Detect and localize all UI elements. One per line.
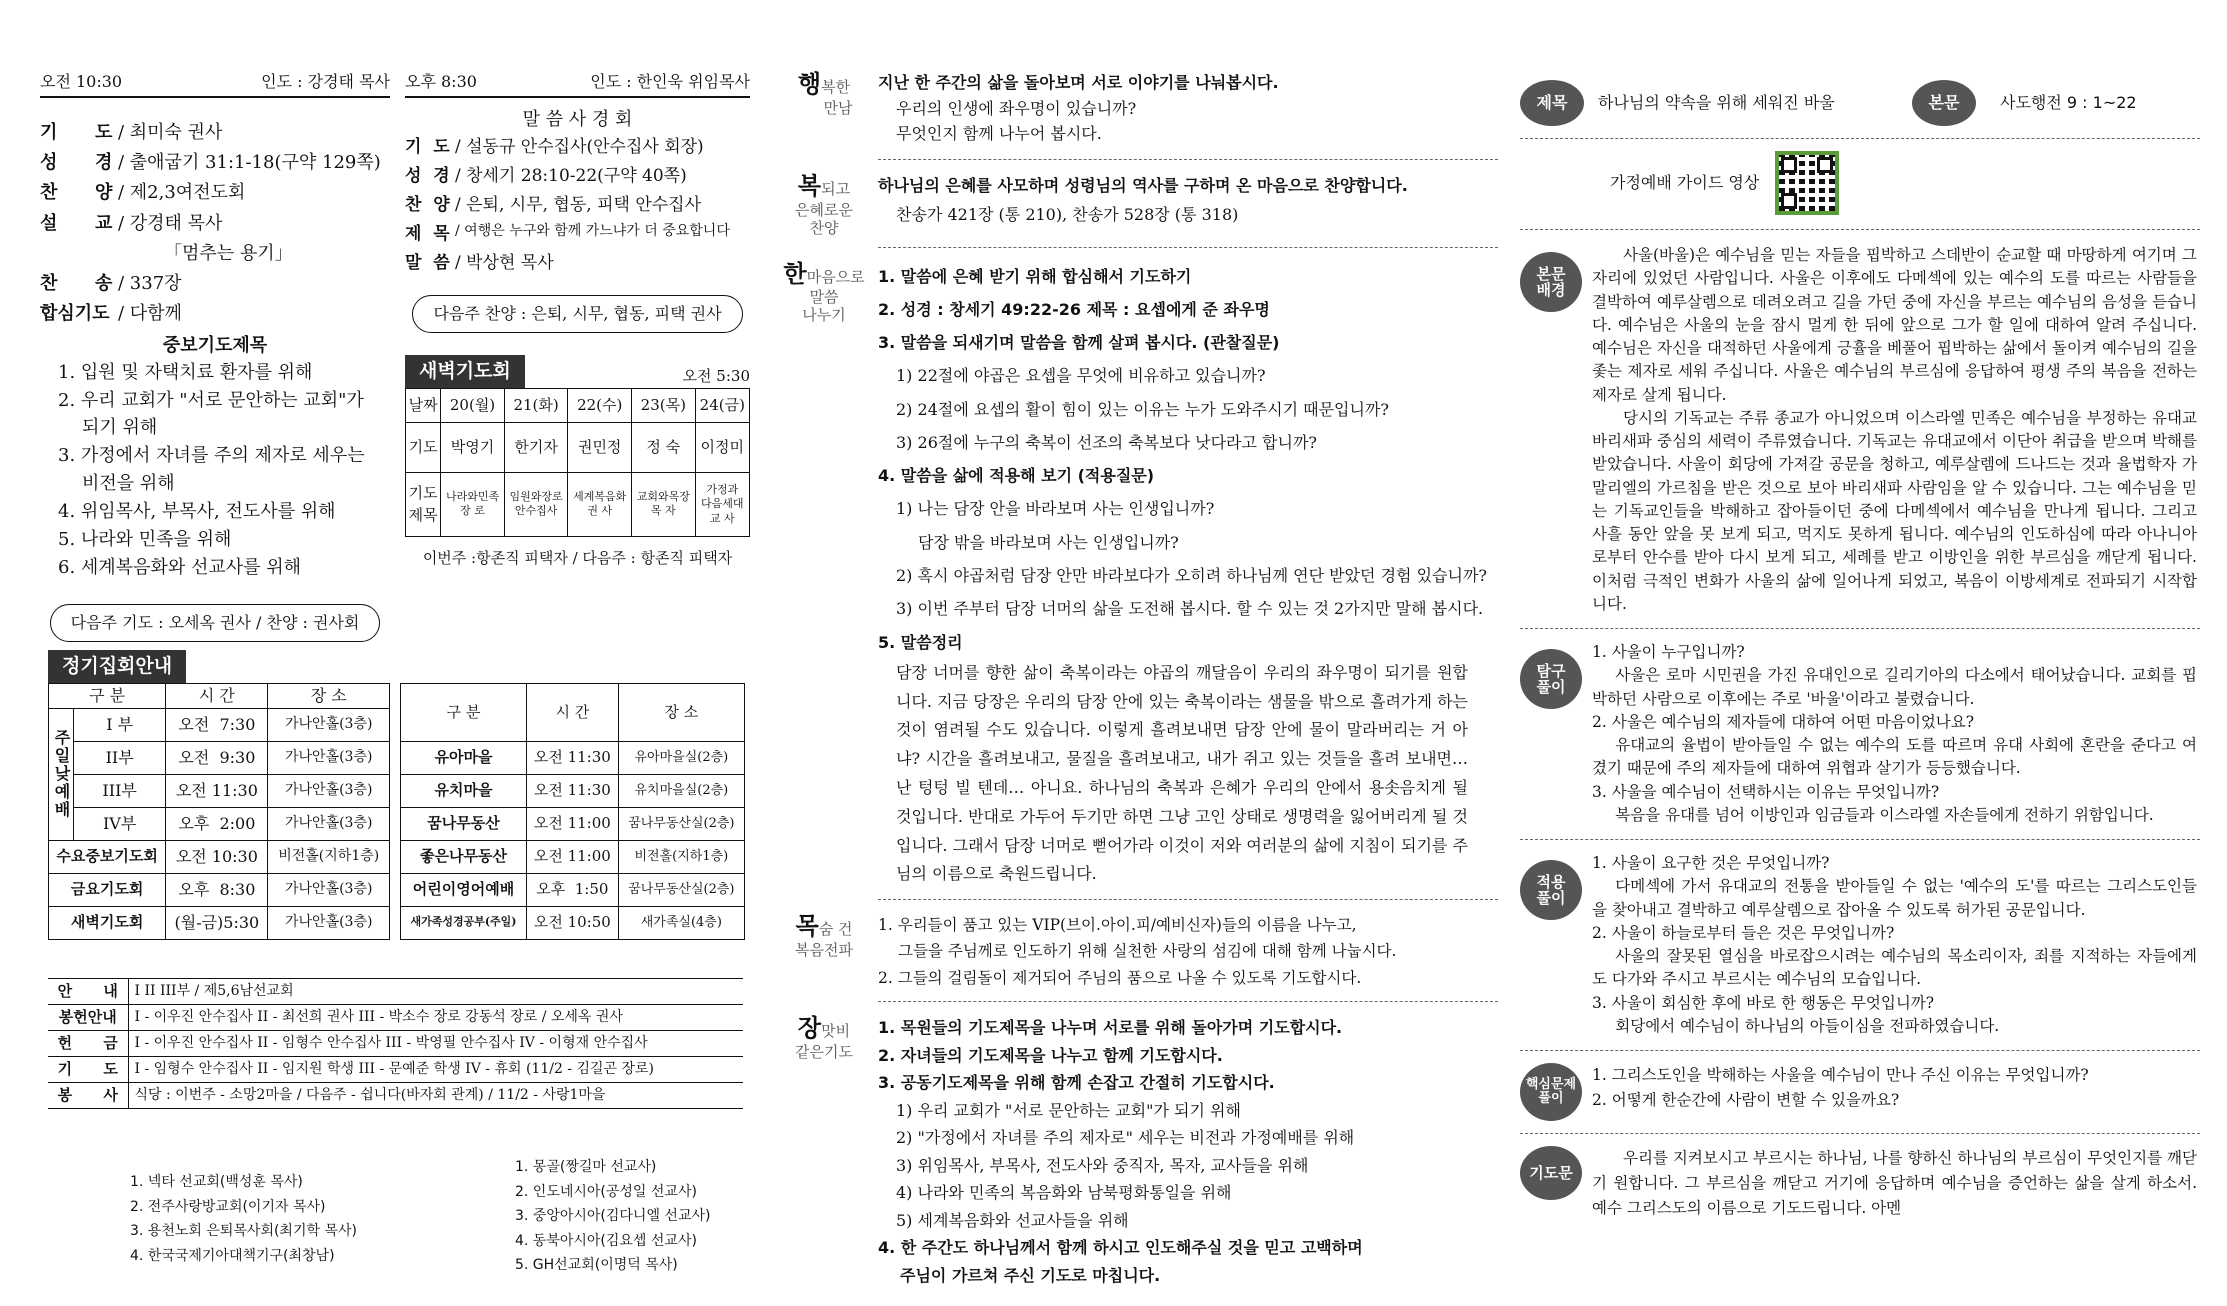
core-lines [1592,1063,2197,1121]
prayer-line: 1) 우리 교회가 "서로 문안하는 교회"가 되기 위해 [896,1100,1241,1120]
prayer-line: 4) 나라와 민족의 복음화와 남북평화통일을 위해 [896,1183,1232,1203]
qa-line: 사울은 로마 시민권을 가진 유대인으로 길리기아의 다소에서 태어났습니다. 교회를 핍박하던 사람으로 이후에는 주로 '바울'이라고 불렸습니다. [1592,666,2197,708]
meet-cell: 오후 1:50 [526,873,618,906]
background-tag: 본문 배경 [1520,252,1582,312]
closing-prayer-section [1520,1146,2200,1220]
prayer-item: 5. 나라와 민족을 위해 [58,528,232,550]
apply-tag: 적용 풀이 [1520,860,1582,920]
dawn-cell: 교회와목장 목 자 [632,472,696,536]
qa-line: 사울의 잘못된 열심을 바로잡으시려는 예수님의 목소리이자, 죄를 지적하는 자들에게도 다가와 주시고 부르시는 예수님의 모습입니다. [1592,947,2197,989]
order-row [40,178,390,208]
order-label: 설 교 [40,212,113,234]
meet-header-row [401,683,745,741]
word-item: 담장 밖을 바라보며 사는 인생입니까? [918,532,1179,552]
series-label: 성 경 [405,165,450,186]
praise-title: 하나님의 은혜를 사모하며 성령님의 역사를 구하며 온 마음으로 찬양합니다. [878,175,1408,195]
meet-cell: II부 [74,741,166,774]
word-item: 1) 22절에 야곱은 요셉을 무엇에 비유하고 있습니까? [896,366,1266,386]
prayer-label: 장맛비 같은기도 [795,1014,853,1061]
meet-row [401,873,745,906]
service-time: 오후 8:30 [405,72,477,91]
prayer-line: 1. 목원들의 기도제목을 나누며 서로를 위해 돌아가며 기도합시다. [878,1018,1343,1038]
duty-value: I - 임형수 안수집사 II - 임지원 학생 III - 문예준 학생 IV - 휴회 (11/2 - 김길곤 장로) [128,1057,743,1083]
service-leader: 인도 : 강경태 목사 [261,72,390,91]
prayer-item: 4. 위임목사, 부목사, 전도사를 위해 [58,501,336,523]
dawn-header-row [406,388,750,422]
order-label: 찬 양 [40,182,113,204]
series-row [405,249,750,278]
title-tag: 제목 [1520,80,1584,126]
meet-header-cell: 장 소 [268,683,390,708]
guide-label: 가정예배 가이드 영상 [1610,173,1760,192]
duty-row [48,1083,743,1109]
meet-cell: 오전 10:50 [526,906,618,939]
apply-section [1520,852,2200,1038]
prayer-line: 3) 위임목사, 부목사, 전도사와 중직자, 목자, 교사들을 위해 [896,1155,1309,1175]
duty-label: 봉헌안내 [48,1005,128,1031]
word-item: 2) 혹시 야곱처럼 담장 안만 바라보다가 오히려 하나님께 연단 받았던 경험 있습니까? [896,565,1487,585]
dawn-header-cell: 23(목) [632,388,696,422]
series-label: 찬 양 [405,194,450,215]
meet-header-cell: 시 간 [166,683,268,708]
background-text: 사울(바울)은 예수님을 믿는 자들을 핍박하고 스데반이 순교할 때 마땅하게 여기며 그 자리에 있었던 사람입니다. 사울은 이후에도 다메섹에 있는 예수의 도를 따르는 사람들을 결박하여 예루살렘으로 데려오려고 길을 가던 중에 자신을 부르는 예수님의 음성을 듣습니다. 예수님은 사울의 눈을 잠시 멀게 한 뒤에 앞으로 그가 할 일에 대하여 알려 주십니다. 예수님은 자신을 대적하던 사울에게 긍휼을 베풀어 핍박하는 삶에서 돌이켜 예수님의 길을 좇는 제자로 세워 주십니다. 사울은 예수님의 부르심에 응답하여 평생 주의 복음을 전하는 제자로 살게 됩니다. [1592,246,2197,404]
dawn-cell: 임원와장로 안수집사 [504,472,568,536]
mission-item: 1. 몽골(짱길마 선교사) [515,1159,657,1175]
dawn-cell: 나라와민족 장 로 [441,472,505,536]
text-tag: 본문 [1912,80,1976,126]
order-value: / 337장 [118,273,182,295]
order-row [40,148,390,178]
dawn-cell: 정 숙 [632,422,696,472]
qr-code-icon[interactable] [1775,151,1839,215]
core-tag: 핵심문제 풀이 [1520,1063,1582,1121]
qa-line: 회당에서 예수님이 하나님의 아들이심을 전파하였습니다. [1615,1016,2000,1035]
meet-cell: 가나안홀(3층) [268,741,390,774]
meet-cell: 꿈나무동산실(2층) [618,873,744,906]
evening-service-header [405,70,750,98]
apply-lines [1592,852,2197,1038]
meet-cell: 좋은나무동산 [401,840,527,873]
order-value: / 제2,3여전도회 [118,182,246,204]
qa-line: 1. 사울이 누구입니까? [1592,643,1745,661]
prayer-item: 3. 가정에서 자녀를 주의 제자로 세우는 [58,445,365,467]
meet-cell: 가나안홀(3층) [268,708,390,741]
praise-label: 복되고 은혜로운 찬양 [795,171,853,237]
meet-header-cell: 구 분 [401,683,527,741]
series-value: / 여행은 누구와 함께 가느냐가 더 중요합니다 [455,222,730,239]
word-summary: 담장 너머를 향한 삶이 축복이라는 야곱의 깨달음이 우리의 좌우명이 되기를 원합니다. 지금 당장은 우리의 담장 안에 있는 축복이라는 샘물을 밖으로 흘려가게 하는 것이 염려될 수도 있습니다. 이렇게 흘려보내면 담장 안에 물이 말라버리는 거 아냐? 시간을 흘려보내고, 물질을 흘려보내고, 내가 쥐고 있는 것들을 흘려 보내면… 난 텅텅 빌 텐데… 아니요. 하나님의 축복과 은혜가 우리의 안에서 용솟음치게 될 것입니다. 반대로 가두어 두기만 하면 그냥 고인 상태로 생명력을 잃어버리게 될 것입니다. 그래서 담장 너머로 뻗어가라 이것이 저와 여러분의 삶에 지침이 되기를 주님의 이름으로 축원드립니다. [896,662,1468,884]
dawn-title: 새벽기도회 [405,355,525,388]
missions-left [130,1170,357,1268]
meet-header-cell: 시 간 [526,683,618,741]
praise-section [778,172,1498,237]
meetings-section [48,650,748,940]
qa-line: 유대교의 율법이 받아들일 수 없는 예수의 도를 따르며 유대 사회에 혼란을 준다고 여겼기 때문에 주의 제자들에 대하여 위협과 살기가 등등했습니다. [1592,736,2197,778]
series-row [405,133,750,162]
meet-cell: 오전 10:30 [166,840,268,873]
meet-cell: 꿈나무동산 [401,807,527,840]
meet-cell: 오전 11:30 [166,774,268,807]
explore-lines [1592,641,2197,827]
mission-item: 2. 인도네시아(공성일 선교사) [515,1183,697,1200]
meet-row [49,873,390,906]
core-section [1520,1063,2200,1121]
explore-tag: 탐구 풀이 [1520,649,1582,709]
meet-cell: 어린이영어예배 [401,873,527,906]
mission-item: 3. 용천노회 은퇴목사회(최기학 목사) [130,1223,357,1239]
series-row [405,220,750,249]
meet-cell: 가나안홀(3층) [268,873,390,906]
sunday-label: 주일낮예배 [49,708,74,840]
closing-prayer: 우리를 지켜보시고 부르시는 하나님, 나를 향하신 하나님의 부르심이 무엇인지를 깨닫기 원합니다. 그 부르심을 깨닫고 거기에 응답하며 예수님을 증언하는 삶을 살게 하소서. 예수 그리스도의 이름으로 기도드립니다. 아멘 [1592,1149,2197,1217]
prayer-section [778,1014,1498,1289]
column-4 [1520,80,2200,1220]
praise-line: 찬송가 421장 (통 210), 찬송가 528장 (통 318) [896,204,1239,224]
qa-line: 3. 사울을 예수님이 선택하시는 이유는 무엇입니까? [1592,782,1940,801]
word-section [778,260,1498,890]
prayer-line: 4. 한 주간도 하나님께서 함께 하시고 인도해주실 것을 믿고 고백하며 [878,1238,1363,1258]
mission-item: 3. 중앙아시아(김다니엘 선교사) [515,1208,711,1224]
dawn-header-cell: 22(수) [568,388,632,422]
prayer-line: 주님이 가르쳐 주신 기도로 마칩니다. [900,1265,1161,1285]
mission-line: 2. 그들의 걸림돌이 제거되어 주님의 품으로 나올 수 있도록 기도합시다. [878,968,1362,987]
explore-section [1520,641,2200,827]
dawn-cell: 박영기 [441,422,505,472]
order-value: / 다함께 [118,303,182,325]
duty-label: 봉 사 [48,1083,128,1109]
meet-cell: 오후 8:30 [166,873,268,906]
meet-row [401,807,745,840]
order-row [40,239,390,269]
dawn-cell: 기도 [406,422,441,472]
meet-cell: IV부 [74,807,166,840]
meet-cell: 오후 2:00 [166,807,268,840]
series-label: 제 목 [405,223,450,244]
column-3 [778,70,1498,1289]
happy-title: 지난 한 주간의 삶을 돌아보며 서로 이야기를 나눠봅시다. [878,73,1279,92]
dawn-note: 이번주 :항존직 피택자 / 다음주 : 항존직 피택자 [422,548,733,567]
meetings-table-left [48,683,390,940]
mission-line: 그들을 주님께로 인도하기 위해 실천한 사랑의 섬김에 대해 함께 나눕시다. [898,942,1397,961]
series-label: 말 씀 [405,252,450,273]
qa-line: 복음을 유대를 넘어 이방인과 임금들과 이스라엘 자손들에게 전하기 위함입니다. [1615,805,2154,824]
word-item: 4. 말씀을 삶에 적용해 보기 (적용질문) [878,466,1155,486]
meet-cell: 비전홀(지하1층) [618,840,744,873]
word-items [878,260,1498,659]
meet-row [49,807,390,840]
series-label: 기 도 [405,137,450,157]
prayer-tag: 기도문 [1520,1146,1582,1200]
series-row [405,162,750,191]
qa-line: 3. 사울이 회심한 후에 바로 한 행동은 무엇입니까? [1592,993,1935,1012]
meetings-title: 정기집회안내 [48,650,186,683]
meet-header-row [49,683,390,708]
dawn-time: 오전 5:30 [682,367,750,386]
dawn-header-cell: 날짜 [406,388,441,422]
duty-row [48,1031,743,1057]
order-row [40,299,390,329]
meet-cell: (월-금)5:30 [166,906,268,939]
title-row [1520,80,2200,126]
sermon-series-title: 말 씀 사 경 회 [522,109,633,130]
meet-cell: 새가족성경공부(주일) [401,906,527,939]
meet-cell: 오전 11:00 [526,840,618,873]
series-row [405,191,750,220]
duty-label: 안 내 [48,979,128,1005]
meet-cell: 유아마을실(2층) [618,741,744,774]
meet-cell: 꿈나무동산실(2층) [618,807,744,840]
duty-row [48,1005,743,1031]
series-value: / 박상현 목사 [455,252,554,273]
mission-lines [878,912,1498,991]
order-row [40,269,390,299]
order-value: / 출애굽기 31:1-18(구약 129쪽) [118,152,381,174]
background-text-2: 당시의 기독교는 주류 종교가 아니었으며 이스라엘 민족은 예수님을 부정하는 유대교 바리새파 중심의 세력이 주류였습니다. 기독교는 유대교에서 이단아 취급을 받으며 박해를 받았습니다. 사울이 회당에 가져갈 공문을 청하고, 예루살렘에 드나드는 것과 율법학자 가말리엘의 가르침을 받은 것으로 보아 바리새파 사람임을 알 수 있습니다. 그는 예수님을 믿는 기독교인들을 박해하고 잡아들이던 중에 다메섹에서 예수님을 만나게 됩니다. 그리고 사흘 동안 앞을 못 보게 되고, 먹지도 못하게 됩니다. 예수님의 인도하심에 따라 아나니아로부터 안수를 받아 다시 보게 되고, 세례를 받고 이방인을 위한 부르심을 깨닫게 됩니다. 이처럼 극적인 변화가 사울의 삶에 일어나게 되었고, 복음이 이방세계로 전파되기 시작합니다. [1592,408,2197,613]
meet-cell: 오전 7:30 [166,708,268,741]
prayer-items [40,359,390,582]
word-item: 3) 이번 주부터 담장 너머의 삶을 도전해 봅시다. 할 수 있는 것 2가지만 말해 봅시다. [896,599,1484,619]
meet-row [401,774,745,807]
dawn-cell: 세계복음화 권 사 [568,472,632,536]
word-item: 2) 24절에 요셉의 활이 힘이 있는 이유는 누가 도와주시기 때문입니까? [896,399,1389,419]
mission-item: 1. 넥타 선교회(백성훈 목사) [130,1174,303,1190]
mission-label: 목숨 건 복음전파 [795,912,853,959]
mission-item: 2. 전주사랑방교회(이기자 목사) [130,1198,326,1215]
order-value: 「멈추는 용기」 [164,242,293,264]
meet-row [49,741,390,774]
qa-line: 2. 어떻게 한순간에 사람이 변할 수 있을까요? [1592,1090,1900,1109]
prayer-item: 되기 위해 [82,417,158,439]
word-label: 한마음으로 말씀 나누기 [783,259,865,325]
missions-right [515,1155,710,1278]
meet-cell: 새가족실(4층) [618,906,744,939]
service-time: 오전 10:30 [40,72,123,91]
order-label: 기 도 [40,122,113,143]
sermon-series-order [405,133,750,277]
word-item: 3) 26절에 누구의 축복이 선조의 축복보다 낫다라고 합니까? [896,432,1317,452]
dawn-cell: 권민정 [568,422,632,472]
duty-label: 헌 금 [48,1031,128,1057]
column-1 [40,70,390,642]
meet-cell: 오전 9:30 [166,741,268,774]
dawn-header-cell: 20(월) [441,388,505,422]
duty-row [48,979,743,1005]
meet-cell: 유치마을 [401,774,527,807]
meet-cell: 가나안홀(3층) [268,807,390,840]
meet-cell: 비전홀(지하1층) [268,840,390,873]
meet-row [49,708,390,741]
meet-cell: 오전 11:30 [526,774,618,807]
next-week-pill: 다음주 기도 : 오세옥 권사 / 찬양 : 권사회 [50,604,381,642]
duty-value: I - 이우진 안수집사 II - 임형수 안수집사 III - 박영필 안수집사 IV - 이형재 안수집사 [128,1031,743,1057]
duty-value: I II III부 / 제5,6남선교회 [128,979,743,1005]
duty-table [48,978,743,1109]
happy-line: 무엇인지 함께 나누어 봅시다. [896,124,1102,144]
worship-order [40,118,390,330]
dawn-table [405,388,750,537]
dawn-cell: 가정과 다음세대 교 사 [695,472,749,536]
service-leader: 인도 : 한인욱 위임목사 [590,72,750,91]
happy-label: 행복한 만남 [797,70,853,117]
dawn-row [406,472,750,536]
happy-line: 우리의 인생에 좌우명이 있습니까? [896,98,1137,118]
prayer-line: 5) 세계복음화와 선교사들을 위해 [896,1210,1129,1230]
prayer-line: 2. 자녀들의 기도제목을 나누고 함께 기도합시다. [878,1045,1223,1065]
prayer-item: 2. 우리 교회가 "서로 문안하는 교회"가 [58,389,364,411]
qa-line: 다메섹에 가서 유대교의 전통을 받아들일 수 없는 '예수의 도'를 따르는 그리스도인들을 찾아내고 결박하고 예루살렘으로 잡아올 수 있도록 허가된 공문입니다. [1592,877,2197,919]
qa-line: 2. 사울은 예수님의 제자들에 대하여 어떤 마음이었나요? [1592,712,1975,731]
meet-cell: 유아마을 [401,741,527,774]
series-value: / 창세기 28:10-22(구약 40쪽) [455,165,687,186]
dawn-cell: 한기자 [504,422,568,472]
meet-cell: 가나안홀(3층) [268,906,390,939]
order-row [40,209,390,239]
meet-row [49,906,390,939]
meet-cell: 유치마을실(2층) [618,774,744,807]
mission-item: 5. GH선교회(이명덕 목사) [515,1257,678,1273]
word-item: 2. 성경 : 창세기 49:22-26 제목 : 요셉에게 준 좌우명 [878,299,1270,319]
meet-header-cell: 장 소 [618,683,744,741]
order-label: 찬 송 [40,273,113,295]
column-2 [405,70,750,569]
order-value: / 강경태 목사 [118,212,223,234]
duty-label: 기 도 [48,1057,128,1083]
word-item: 5. 말씀정리 [878,632,963,652]
meet-cell: 가나안홀(3층) [268,774,390,807]
word-item: 3. 말씀을 되새기며 말씀을 함께 살펴 봅시다. (관찰질문) [878,333,1280,353]
happy-section [778,70,1498,147]
meet-row [49,774,390,807]
dawn-header-cell: 21(화) [504,388,568,422]
duty-value: I - 이우진 안수집사 II - 최선희 권사 III - 박소수 장로 강동석 장로 / 오세옥 권사 [128,1005,743,1031]
word-item: 1. 말씀에 은혜 받기 위해 합심해서 기도하기 [878,266,1192,286]
qa-line: 1. 사울이 요구한 것은 무엇입니까? [1592,854,1830,872]
order-label: 성 경 [40,152,113,174]
series-value: / 설동규 안수집사(안수집사 회장) [455,137,704,157]
word-item: 1) 나는 담장 안을 바라보며 사는 인생입니까? [896,499,1215,519]
qa-line: 1. 그리스도인을 박해하는 사울을 예수님이 만나 주신 이유는 무엇입니까? [1592,1066,2089,1084]
mission-item: 4. 동북아시아(김요셉 선교사) [515,1232,697,1249]
dawn-header-cell: 24(금) [695,388,749,422]
meet-row [401,741,745,774]
meet-cell: I 부 [74,708,166,741]
meetings-table-right [400,683,745,940]
meet-cell: 수요중보기도회 [49,840,166,873]
meet-row [401,906,745,939]
prayer-lines [878,1014,1498,1289]
meet-header-cell: 구 분 [49,683,166,708]
meet-row [49,840,390,873]
lesson-title: 하나님의 약속을 위해 세워진 바울 [1598,93,1835,112]
order-label: 합심기도 [40,303,110,325]
meet-cell: 새벽기도회 [49,906,166,939]
series-value: / 은퇴, 시무, 협동, 피택 안수집사 [455,194,702,215]
mission-section [778,912,1498,991]
prayer-item: 1. 입원 및 자택치료 환자를 위해 [58,361,313,383]
prayer-line: 3. 공동기도제목을 위해 함께 손잡고 간절히 기도합시다. [878,1073,1275,1093]
order-label [40,239,118,269]
mission-line: 1. 우리들이 품고 있는 VIP(브이.아이.피/예비신자)들의 이름을 나누고, [878,916,1357,935]
meet-cell: 금요기도회 [49,873,166,906]
prayer-line: 2) "가정에서 자녀를 주의 제자로" 세우는 비전과 가정예배를 위해 [896,1128,1355,1148]
meet-cell: 오전 11:30 [526,741,618,774]
mission-item: 4. 한국국제기아대책기구(최창남) [130,1247,335,1264]
guide-row [1520,151,2200,215]
prayer-item: 비전을 위해 [82,473,175,495]
background-section [1520,244,2200,616]
duty-value: 식당 : 이번주 - 소망2마을 / 다음주 - 쉽니다(바자회 관계) / 11/2 - 사랑1마을 [128,1083,743,1109]
morning-service-header [40,70,390,98]
meet-cell: III부 [74,774,166,807]
qa-line: 2. 사울이 하늘로부터 들은 것은 무엇입니까? [1592,923,1895,942]
scripture: 사도행전 9 : 1~22 [2000,93,2137,112]
next-praise-pill: 다음주 찬양 : 은퇴, 시무, 협동, 피택 권사 [412,295,742,333]
duty-row [48,1057,743,1083]
meet-cell: 오전 11:00 [526,807,618,840]
dawn-cell: 기도 제목 [406,472,441,536]
prayer-title: 중보기도제목 [162,334,268,356]
dawn-row [406,422,750,472]
meet-row [401,840,745,873]
prayer-item: 6. 세계복음화와 선교사를 위해 [58,556,301,578]
order-value: / 최미숙 권사 [118,122,223,143]
dawn-cell: 이정미 [695,422,749,472]
order-row [40,118,390,148]
